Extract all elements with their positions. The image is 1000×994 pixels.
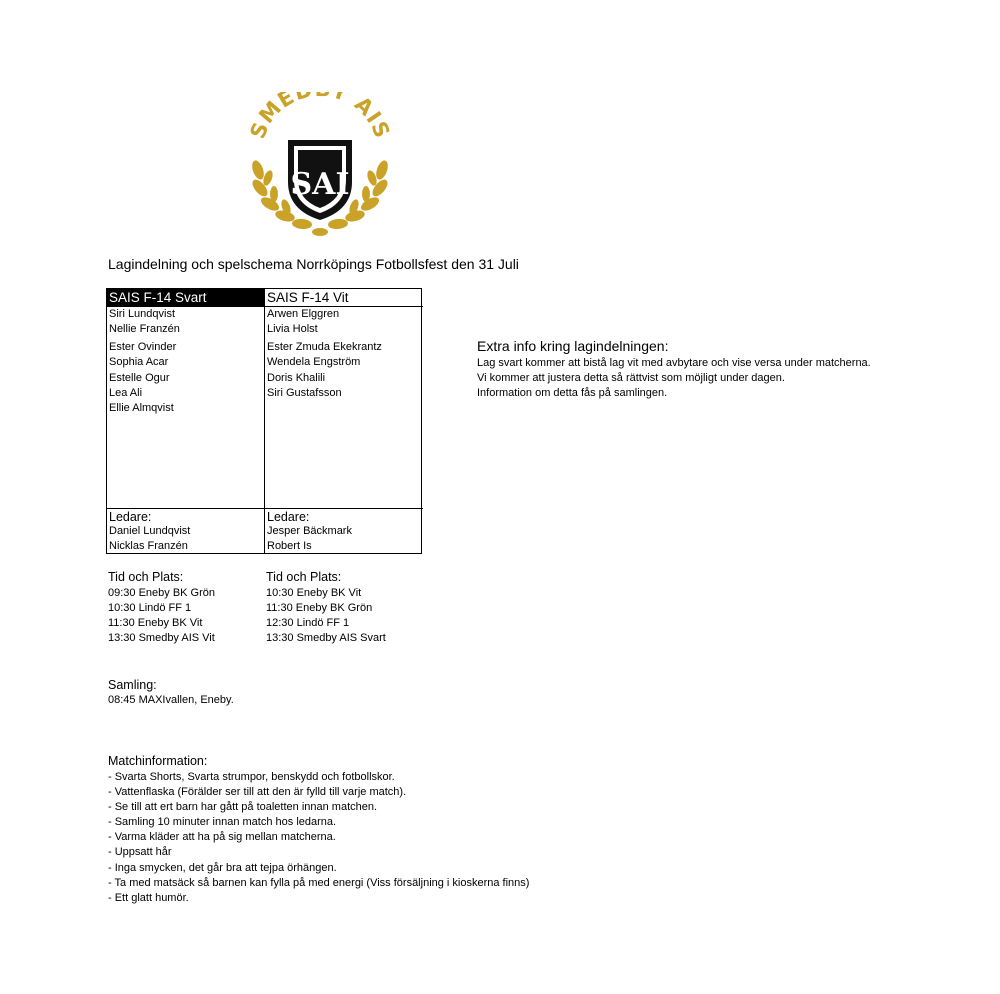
player-item: Ellie Almqvist xyxy=(109,402,174,414)
schedule-item: 11:30 Eneby BK Vit xyxy=(108,617,203,629)
player-item: Lea Ali xyxy=(109,387,143,399)
match-info-line: - Vattenflaska (Förälder ser till att den är fylld till varje match). xyxy=(108,786,407,798)
team-name: SAIS F-14 Svart xyxy=(107,289,264,307)
leader-item: Robert Is xyxy=(267,540,312,552)
logo-text: SME Y AIS xyxy=(245,92,395,143)
player-item: Livia Holst xyxy=(267,323,318,335)
schedule-item: 10:30 Eneby BK Vit xyxy=(266,587,362,599)
leader-item: Jesper Bäckmark xyxy=(267,525,352,537)
schedule-item: 09:30 Eneby BK Grön xyxy=(108,587,216,599)
player-item: Siri Lundqvist xyxy=(109,308,176,320)
samling-section xyxy=(108,678,234,706)
match-info-line: - Samling 10 minuter innan match hos ledarna. xyxy=(108,816,337,828)
extra-info-line: Information om detta fås på samlingen. xyxy=(477,387,668,399)
extra-info-line: Lag svart kommer att bistå lag vit med avbytare och vise versa under matcherna. xyxy=(477,357,871,369)
schedule-item: 12:30 Lindö FF 1 xyxy=(266,617,350,629)
player-list xyxy=(107,307,264,509)
schedule-item: 13:30 Smedby AIS Svart xyxy=(266,632,386,644)
player-item: Ester Zmuda Ekekrantz xyxy=(267,341,382,353)
teams-table xyxy=(106,288,422,554)
samling-heading: Samling: xyxy=(108,678,157,692)
extra-info-line: Vi kommer att justera detta så rättvist som möjligt under dagen. xyxy=(477,372,785,384)
match-info-line: - Inga smycken, det går bra att tejpa örhängen. xyxy=(108,862,337,874)
match-info xyxy=(108,754,530,904)
samling-text: 08:45 MAXIvallen, Eneby. xyxy=(108,694,234,706)
match-info-line: - Varma kläder att ha på sig mellan matcherna. xyxy=(108,831,336,843)
leader-item: Nicklas Franzén xyxy=(109,540,188,552)
match-info-heading: Matchinformation: xyxy=(108,754,208,768)
match-info-line: - Svarta Shorts, Svarta strumpor, benskydd och fotbollskor. xyxy=(108,771,395,783)
match-info-line: - Uppsatt hår xyxy=(108,846,172,858)
schedule-label: Tid och Plats: xyxy=(108,570,184,584)
schedule-item: 10:30 Lindö FF 1 xyxy=(108,602,192,614)
team-column-svart xyxy=(107,289,265,553)
club-logo xyxy=(240,92,400,242)
player-item: Doris Khalili xyxy=(267,372,326,384)
player-item: Wendela Engström xyxy=(267,356,361,368)
leaders-label: Ledare: xyxy=(267,510,310,524)
extra-info-heading: Extra info kring lagindelningen: xyxy=(477,338,669,354)
match-info-line: - Ta med matsäck så barnen kan fylla på med energi (Viss försäljning i kioskerna finns) xyxy=(108,877,530,889)
svg-text:SMEDBY AIS xyxy=(245,92,394,142)
page-title: Lagindelning och spelschema Norrköpings Fotbollsfest den 31 Juli xyxy=(108,256,519,272)
schedule-item: 13:30 Smedby AIS Vit xyxy=(108,632,215,644)
leaders-section xyxy=(107,509,264,553)
player-item: Estelle Ogur xyxy=(109,372,170,384)
player-list xyxy=(265,307,423,509)
schedule-item: 11:30 Eneby BK Grön xyxy=(266,602,373,614)
team-name: SAIS F-14 Vit xyxy=(265,289,423,307)
leaders-label: Ledare: xyxy=(109,510,152,524)
player-item: Siri Gustafsson xyxy=(267,387,342,399)
extra-info xyxy=(477,338,871,399)
player-item: Arwen Elggren xyxy=(267,308,340,320)
match-info-line: - Se till att ert barn har gått på toaletten innan matchen. xyxy=(108,801,378,813)
player-item: Sophia Acar xyxy=(109,356,169,368)
leader-item: Daniel Lundqvist xyxy=(109,525,191,537)
schedule-label: Tid och Plats: xyxy=(266,570,342,584)
player-item: Nellie Franzén xyxy=(109,323,180,335)
leaders-section xyxy=(265,509,423,553)
team-column-vit xyxy=(265,289,423,553)
player-item: Ester Ovinder xyxy=(109,341,177,353)
match-info-line: - Ett glatt humör. xyxy=(108,892,189,904)
logo-monogram: SAI xyxy=(290,167,350,202)
